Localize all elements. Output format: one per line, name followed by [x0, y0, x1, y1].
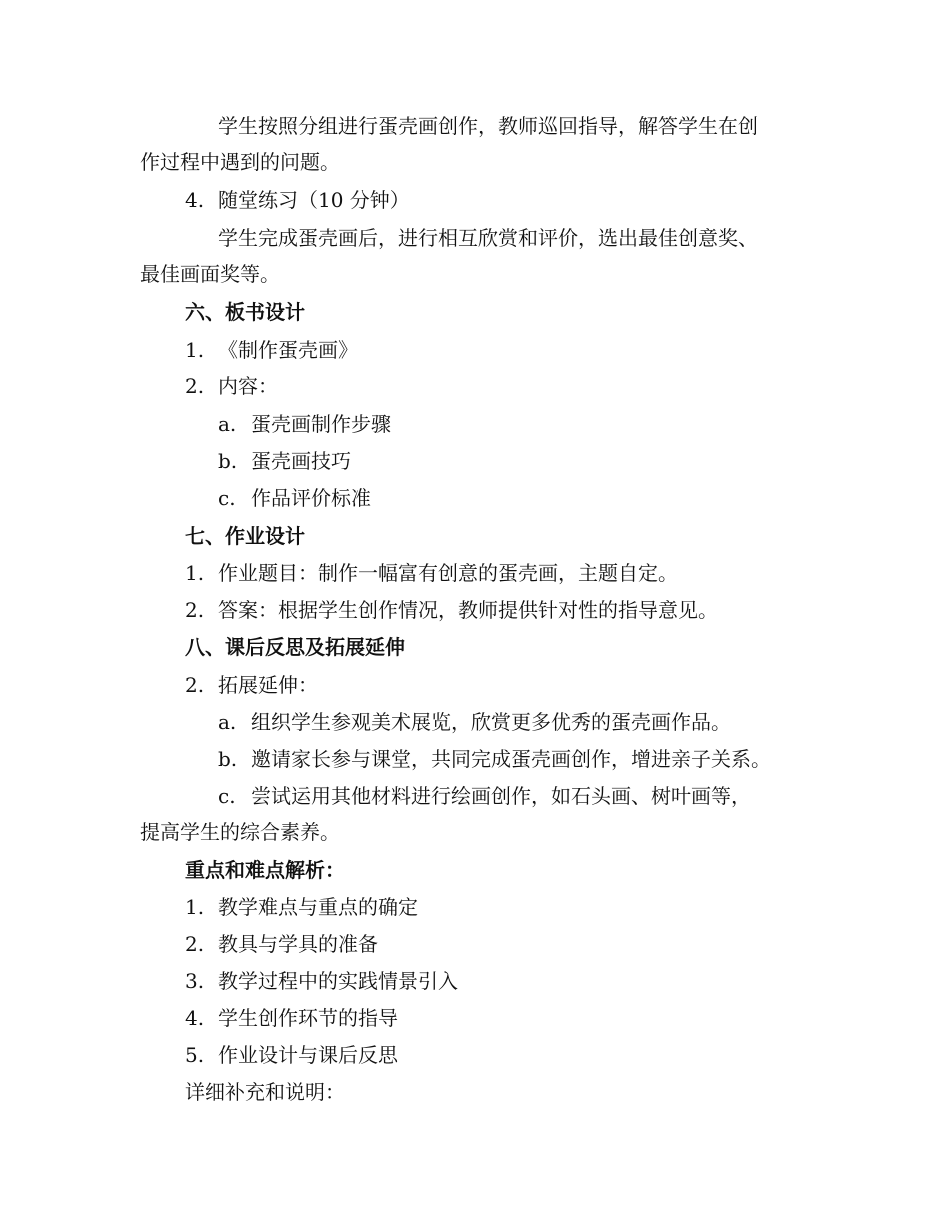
list-number: 2. [185, 598, 205, 622]
list-text: 教具与学具的准备 [218, 932, 378, 956]
list-item [185, 336, 865, 364]
paragraph-line: 详细补充和说明： [185, 1080, 345, 1104]
list-number: 4. [185, 188, 205, 212]
sub-list-label: a. [218, 710, 237, 734]
paragraph-line: 学生按照分组进行蛋壳画创作，教师巡回指导，解答学生在创 [218, 114, 758, 138]
list-number: 5. [185, 1043, 205, 1067]
section-heading: 八、课后反思及拓展延伸 [185, 635, 405, 659]
sub-list-item [218, 782, 898, 810]
paragraph-line: 提高学生的综合素养。 [140, 820, 340, 844]
list-item [185, 1004, 865, 1032]
sub-list-text: 邀请家长参与课堂，共同完成蛋壳画创作，增进亲子关系。 [251, 747, 771, 771]
sub-list-text: 蛋壳画技巧 [251, 449, 351, 473]
section-heading: 六、板书设计 [185, 300, 305, 324]
sub-list-text: 蛋壳画制作步骤 [251, 412, 391, 436]
section-heading: 七、作业设计 [185, 524, 305, 548]
sub-list-label: c. [218, 486, 236, 510]
list-text: 内容： [218, 374, 278, 398]
list-item [185, 596, 865, 624]
list-number: 2. [185, 932, 205, 956]
list-item [185, 372, 865, 400]
sub-list-label: b. [218, 747, 238, 771]
paragraph-line: 学生完成蛋壳画后，进行相互欣赏和评价，选出最佳创意奖、 [218, 226, 758, 250]
sub-list-item [218, 484, 898, 512]
list-item [185, 186, 865, 214]
list-number: 4. [185, 1006, 205, 1030]
list-item [185, 559, 865, 587]
sub-list-item [218, 745, 898, 773]
sub-list-text: 作品评价标准 [251, 486, 371, 510]
sub-list-item [218, 447, 898, 475]
paragraph-line: 作过程中遇到的问题。 [140, 150, 340, 174]
list-number: 1. [185, 338, 205, 362]
list-number: 1. [185, 561, 205, 585]
list-number: 2. [185, 374, 205, 398]
list-item [185, 930, 865, 958]
sub-list-text: 组织学生参观美术展览，欣赏更多优秀的蛋壳画作品。 [251, 710, 731, 734]
list-item [185, 671, 865, 699]
sub-list-text: 尝试运用其他材料进行绘画创作，如石头画、树叶画等， [251, 784, 751, 808]
list-text: 学生创作环节的指导 [218, 1006, 398, 1030]
list-text: 拓展延伸： [218, 673, 318, 697]
list-text: 教学过程中的实践情景引入 [218, 969, 458, 993]
sub-list-label: c. [218, 784, 236, 808]
list-item [185, 1041, 865, 1069]
list-text: 作业题目：制作一幅富有创意的蛋壳画，主题自定。 [218, 561, 678, 585]
paragraph-line: 最佳画面奖等。 [140, 262, 280, 286]
list-text: 作业设计与课后反思 [218, 1043, 398, 1067]
list-number: 2. [185, 673, 205, 697]
sub-list-item [218, 708, 898, 736]
list-number: 3. [185, 969, 205, 993]
list-item [185, 967, 865, 995]
list-number: 1. [185, 895, 205, 919]
list-text: 随堂练习（10 分钟） [218, 188, 410, 212]
sub-list-label: b. [218, 449, 238, 473]
list-text: 教学难点与重点的确定 [218, 895, 418, 919]
list-text: 《制作蛋壳画》 [218, 338, 358, 362]
sub-list-label: a. [218, 412, 237, 436]
section-heading: 重点和难点解析： [185, 858, 345, 882]
list-item [185, 893, 865, 921]
sub-list-item [218, 410, 898, 438]
list-text: 答案：根据学生创作情况，教师提供针对性的指导意见。 [218, 598, 718, 622]
